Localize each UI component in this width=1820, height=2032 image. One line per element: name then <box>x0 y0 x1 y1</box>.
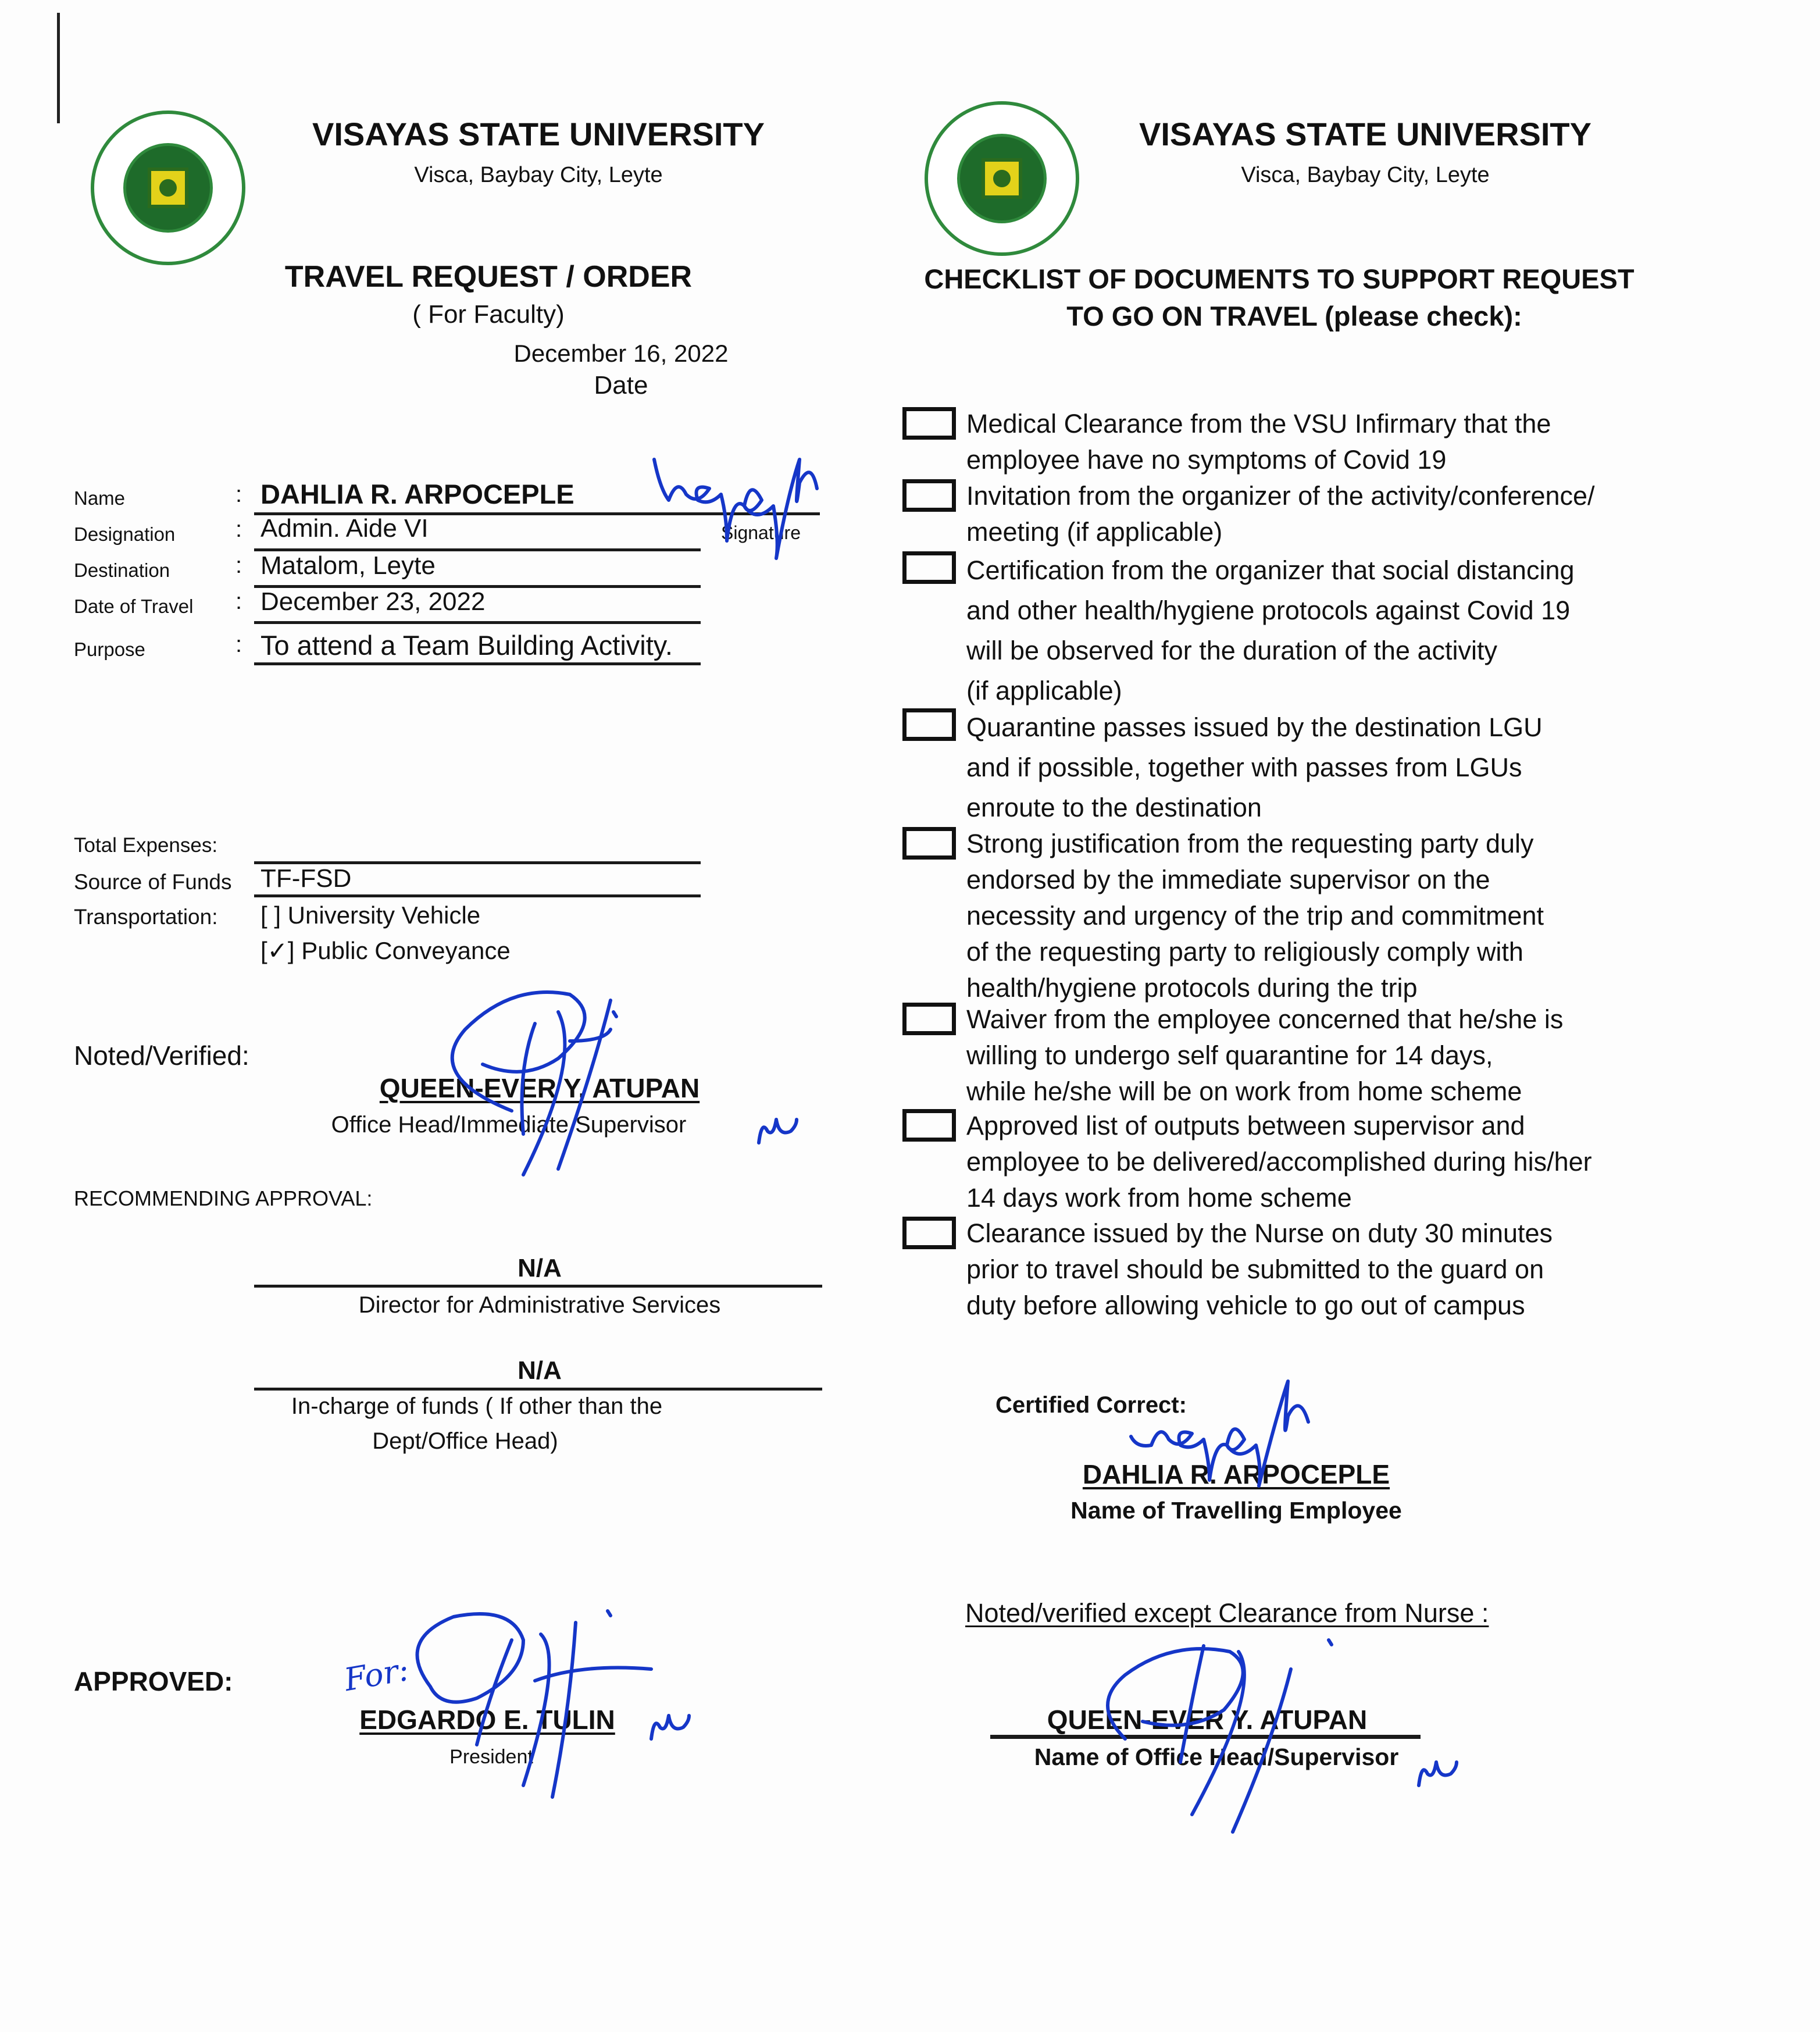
checklist-item-text <box>966 1001 1563 1110</box>
checklist-item-line: prior to travel should be submitted to the guard on <box>966 1254 1544 1284</box>
form-subtitle: ( For Faculty) <box>412 300 565 329</box>
date-of-travel-underline <box>254 621 701 624</box>
checklist-item-line: enroute to the destination <box>966 793 1262 822</box>
checklist-item-line: and if possible, together with passes from LGUs <box>966 753 1522 782</box>
request-date: December 16, 2022 <box>513 340 729 367</box>
funds-incharge-title-line1: In-charge of funds ( If other than the <box>291 1393 663 1419</box>
office-head-name: QUEEN-EVER Y. ATUPAN <box>1047 1705 1368 1735</box>
travelling-employee-name: DAHLIA R. ARPOCEPLE <box>1082 1459 1390 1489</box>
name-value: DAHLIA R. ARPOCEPLE <box>260 479 574 509</box>
checklist-item-line: Medical Clearance from the VSU Infirmary that the <box>966 409 1551 439</box>
checklist-item-line: willing to undergo self quarantine for 14 days, <box>966 1040 1493 1070</box>
funds-incharge-signature-line <box>254 1388 822 1391</box>
noted-supervisor-title: Office Head/Immediate Supervisor <box>331 1112 687 1138</box>
university-seal-right <box>925 101 1079 256</box>
source-of-funds-label: Source of Funds <box>74 870 232 894</box>
checklist-checkbox[interactable] <box>902 1109 956 1142</box>
noted-verified-label: Noted/Verified: <box>74 1040 249 1071</box>
checklist-item-line: (if applicable) <box>966 676 1122 705</box>
designation-label: Designation <box>74 523 176 545</box>
checklist-item-line: Quarantine passes issued by the destination LGU <box>966 712 1543 742</box>
date-of-travel-value: December 23, 2022 <box>260 587 486 616</box>
director-signature-line <box>254 1285 822 1288</box>
transport-option-university-vehicle[interactable]: [ ] University Vehicle <box>260 901 481 929</box>
checklist-item-text <box>966 1215 1553 1324</box>
office-head-signature-line <box>990 1735 1421 1739</box>
noted-except-nurse-label: Noted/verified except Clearance from Nurse : <box>965 1598 1489 1628</box>
checklist-item-line: health/hygiene protocols during the trip <box>966 973 1418 1003</box>
funds-incharge-title-line2: Dept/Office Head) <box>372 1428 558 1454</box>
checklist-item-line: meeting (if applicable) <box>966 517 1223 547</box>
colon: : <box>235 632 242 657</box>
checklist-title-line2: TO GO ON TRAVEL (please check): <box>1066 301 1522 331</box>
signature-label: Signature <box>721 522 801 543</box>
checklist-item-text <box>966 478 1595 550</box>
approved-for-prefix: For: <box>341 1650 412 1699</box>
checklist-item-line: while he/she will be on work from home scheme <box>966 1076 1522 1106</box>
recommending-approval-label: RECOMMENDING APPROVAL: <box>74 1186 373 1210</box>
checklist-checkbox[interactable] <box>902 479 956 512</box>
source-of-funds-underline <box>254 894 701 897</box>
funds-incharge-name: N/A <box>518 1356 562 1385</box>
checklist-title-line1: CHECKLIST OF DOCUMENTS TO SUPPORT REQUEST <box>924 263 1635 294</box>
name-label: Name <box>74 487 126 509</box>
destination-value: Matalom, Leyte <box>260 551 436 580</box>
checklist-item-line: will be observed for the duration of the activity <box>966 636 1497 665</box>
checklist-item-text <box>966 826 1544 1006</box>
checklist-item-line: duty before allowing vehicle to go out of campus <box>966 1291 1525 1320</box>
checklist-item-line: 14 days work from home scheme <box>966 1183 1352 1213</box>
colon: : <box>235 482 242 507</box>
form-title: TRAVEL REQUEST / ORDER <box>284 260 693 294</box>
checklist-item-line: and other health/hygiene protocols against Covid 19 <box>966 596 1571 625</box>
total-expenses-label: Total Expenses: <box>74 834 218 857</box>
checklist-checkbox[interactable] <box>902 827 956 860</box>
checklist-item-text <box>966 550 1575 711</box>
purpose-label: Purpose <box>74 639 145 660</box>
designation-value: Admin. Aide VI <box>260 514 429 543</box>
checklist-item-text <box>966 406 1551 478</box>
checklist-item-text <box>966 1108 1592 1216</box>
university-name-right: VISAYAS STATE UNIVERSITY <box>1139 116 1591 152</box>
university-name-left: VISAYAS STATE UNIVERSITY <box>312 116 765 152</box>
purpose-underline <box>254 662 701 665</box>
checklist-item-line: Clearance issued by the Nurse on duty 30 minutes <box>966 1218 1553 1248</box>
director-title: Director for Administrative Services <box>358 1292 721 1318</box>
university-address-right: Visca, Baybay City, Leyte <box>1241 163 1490 187</box>
university-address-left: Visca, Baybay City, Leyte <box>414 163 663 187</box>
checklist-checkbox[interactable] <box>902 407 956 440</box>
source-of-funds-value: TF-FSD <box>260 864 352 893</box>
checklist-checkbox[interactable] <box>902 551 956 584</box>
president-title: President <box>449 1746 533 1768</box>
checklist-item-line: endorsed by the immediate supervisor on the <box>966 865 1490 894</box>
checklist-checkbox[interactable] <box>902 1217 956 1249</box>
colon: : <box>235 516 242 542</box>
checklist-item-line: employee to be delivered/accomplished during his/her <box>966 1147 1592 1177</box>
noted-supervisor-name: QUEEN-EVER Y. ATUPAN <box>379 1073 700 1103</box>
checklist-item-line: necessity and urgency of the trip and commitment <box>966 901 1544 931</box>
checklist-item-line: Invitation from the organizer of the activity/conference/ <box>966 481 1595 511</box>
date-of-travel-label: Date of Travel <box>74 596 194 617</box>
transportation-label: Transportation: <box>74 905 218 929</box>
office-head-title: Name of Office Head/Supervisor <box>1034 1744 1399 1770</box>
destination-label: Destination <box>74 559 170 581</box>
checklist-item-line: Waiver from the employee concerned that he/she is <box>966 1004 1564 1034</box>
checklist-item-line: Approved list of outputs between supervisor and <box>966 1111 1525 1140</box>
checklist-checkbox[interactable] <box>902 708 956 741</box>
colon: : <box>235 589 242 614</box>
checklist-item-text <box>966 707 1543 828</box>
scan-edge-mark <box>57 13 60 123</box>
travelling-employee-title: Name of Travelling Employee <box>1070 1497 1402 1524</box>
checklist-item-line: of the requesting party to religiously comply with <box>966 937 1523 967</box>
director-name: N/A <box>518 1254 562 1282</box>
date-label: Date <box>594 371 648 400</box>
purpose-value: To attend a Team Building Activity. <box>260 630 673 661</box>
certified-correct-label: Certified Correct: <box>995 1392 1187 1418</box>
transport-option-public-conveyance[interactable]: [✓] Public Conveyance <box>260 937 511 964</box>
university-seal-left <box>91 110 245 265</box>
supervisor-initial-left <box>759 1120 797 1143</box>
president-name: EDGARDO E. TULIN <box>359 1705 615 1735</box>
checklist-checkbox[interactable] <box>902 1003 956 1035</box>
colon: : <box>235 552 242 578</box>
checklist-item-line: Strong justification from the requesting party duly <box>966 829 1534 858</box>
checklist-item-line: Certification from the organizer that social distancing <box>966 555 1575 585</box>
checklist-item-line: employee have no symptoms of Covid 19 <box>966 445 1447 475</box>
approved-label: APPROVED: <box>74 1666 233 1696</box>
